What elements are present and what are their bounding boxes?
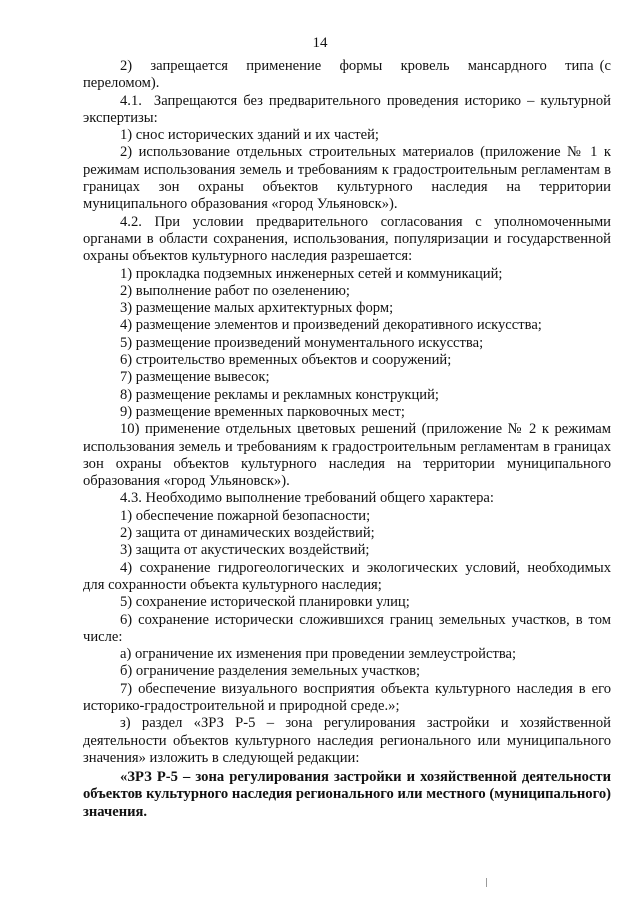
sub-list-item: б) ограничение разделения земельных участков;	[120, 663, 421, 680]
section-amendment-paragraph: з) раздел «ЗРЗ Р-5 – зона регулирования застройки и хозяйственной деятельности объектов культурного наследия регионального или муниципального значения» изложить в следующей редакции:	[83, 715, 611, 766]
list-item: 7) размещение вывесок;	[120, 369, 270, 386]
list-item: 2) использование отдельных строительных материалов (приложение № 1 к режимам использования земель и требованиям к градостроительным регламентам в границах зон охраны объектов культурного наследия на территории муниципального образования «город Ульяновск»).	[83, 144, 611, 213]
list-item: 5) размещение произведений монументального искусства;	[120, 334, 484, 351]
list-item: 8) размещение рекламы и рекламных конструкций;	[120, 386, 439, 403]
list-item: 4) размещение элементов и произведений декоративного искусства;	[120, 317, 542, 334]
list-item: 1) обеспечение пожарной безопасности;	[120, 507, 371, 524]
list-item: 3) защита от акустических воздействий;	[120, 542, 370, 559]
scan-mark	[486, 878, 487, 887]
list-item: 2) выполнение работ по озеленению;	[120, 282, 350, 299]
page-number: 14	[312, 35, 328, 51]
list-item: 9) размещение временных парковочных мест;	[120, 403, 405, 420]
zone-title-bold: «ЗРЗ Р-5 – зона регулирования застройки и хозяйственной деятельности объектов культурного наследия регионального или местного (муниципального) значения.	[83, 769, 611, 820]
list-item: 4) сохранение гидрогеологических и экологических условий, необходимых для сохранности объекта культурного наследия;	[83, 559, 611, 593]
list-item: 2) защита от динамических воздействий;	[120, 525, 375, 542]
paragraph-4-2-heading: 4.2. При условии предварительного согласования с уполномоченными органами в области сохранения, использования, популяризации и государственной охраны объектов культурного наследия разрешается:	[83, 213, 611, 265]
list-item: 1) прокладка подземных инженерных сетей и коммуникаций;	[120, 265, 503, 282]
list-item: 1) снос исторических зданий и их частей;	[120, 127, 379, 144]
list-item: 10) применение отдельных цветовых решений (приложение № 2 к режимам использования земель и требованиям к градостроительным регламентам в границах зон охраны объектов культурного наследия на территории муниципального образования «город Ульяновск»).	[83, 421, 611, 490]
list-item: 6) строительство временных объектов и сооружений;	[120, 352, 452, 369]
sub-list-item: а) ограничение их изменения при проведении землеустройства;	[120, 646, 517, 663]
list-item: 7) обеспечение визуального восприятия объекта культурного наследия в его историко-градостроительной и природной среде.»;	[83, 680, 611, 714]
list-item: 5) сохранение исторической планировки улиц;	[120, 594, 410, 611]
list-item: 6) сохранение исторически сложившихся границ земельных участков, в том числе:	[83, 611, 611, 645]
paragraph-4-1-heading: 4.1. Запрещаются без предварительного проведения историко – культурной экспертизы:	[83, 92, 611, 126]
paragraph-roof-prohibition: 2) запрещается применение формы кровель мансардного типа (с переломом).	[83, 58, 611, 92]
paragraph-4-3-heading: 4.3. Необходимо выполнение требований общего характера:	[120, 490, 494, 507]
list-item: 3) размещение малых архитектурных форм;	[120, 300, 394, 317]
document-body	[83, 58, 611, 821]
